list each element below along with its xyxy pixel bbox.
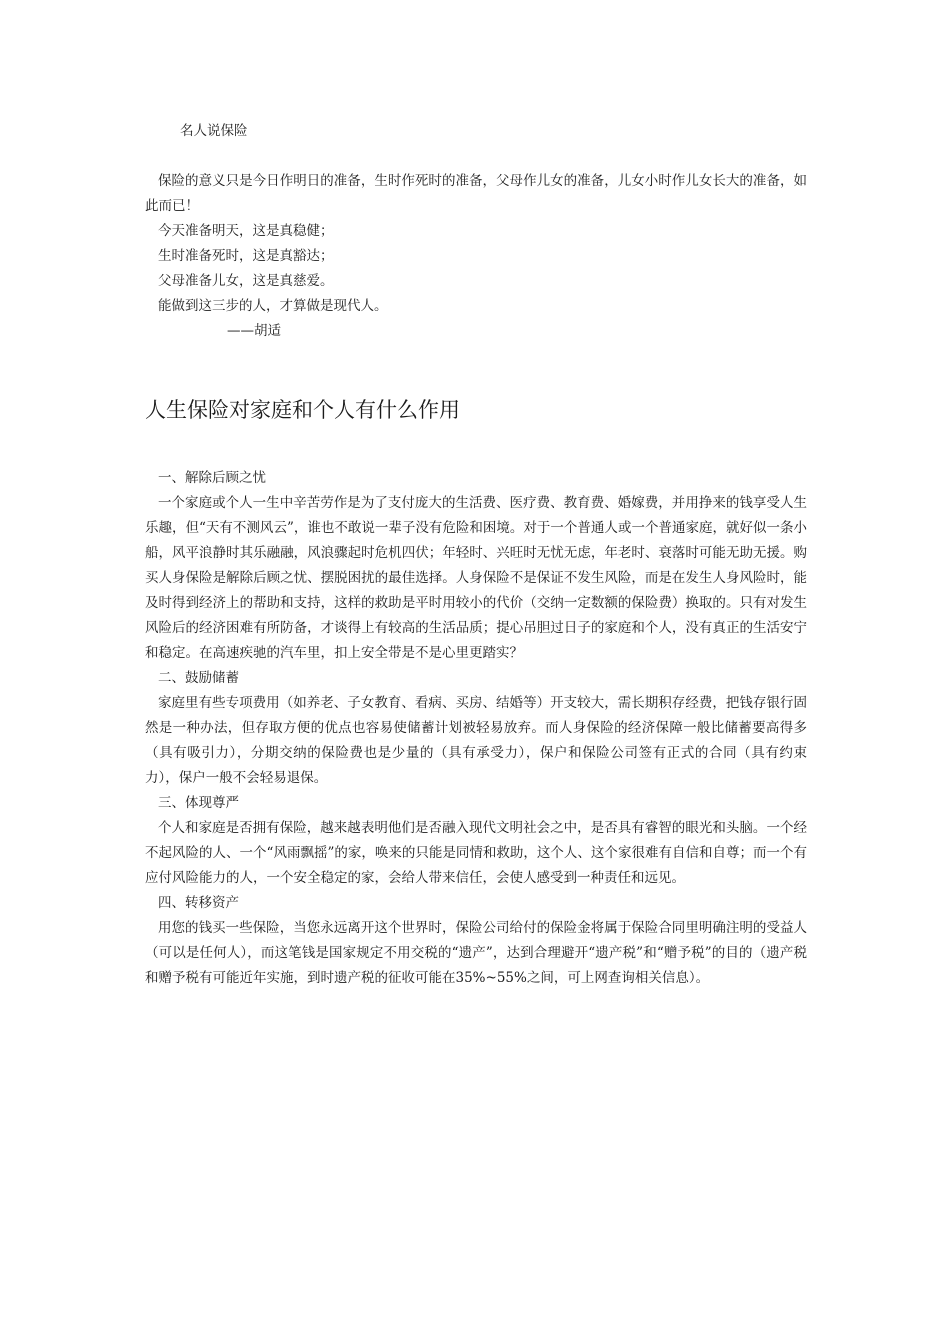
section-heading: 三、体现尊严 (158, 795, 239, 811)
article-body (145, 466, 807, 991)
section-paragraph: 个人和家庭是否拥有保险，越来越表明他们是否融入现代文明社会之中，是否具有睿智的眼光和头脑。一个经不起风险的人、一个“风雨飘摇”的家，唤来的只能是同情和救助，这个人、这个家很难有自信和自尊；而一个有应付风险能力的人，一个安全稳定的家，会给人带来信任，会使人感受到一种责任和远见。 (145, 820, 807, 886)
section-heading: 四、转移资产 (158, 895, 239, 911)
section-paragraph: 用您的钱买一些保险，当您永远离开这个世界时，保险公司给付的保险金将属于保险合同里明确注明的受益人（可以是任何人），而这笔钱是国家规定不用交税的“遗产”，达到合理避开“遗产税”和“赠予税”的目的（遗产税和赠予税有可能近年实施，到时遗产税的征收可能在35%~55%之间，可上网查询相关信息）。 (145, 920, 807, 986)
article-title: 人生保险对家庭和个人有什么作用 (145, 398, 460, 422)
section-heading: 二、鼓励储蓄 (158, 670, 239, 686)
quote-heading: 名人说保险 (180, 123, 248, 139)
quote-block (145, 169, 807, 344)
quote-author: ——胡适 (227, 323, 281, 339)
quote-line: 能做到这三步的人，才算做是现代人。 (158, 298, 388, 314)
section-paragraph: 家庭里有些专项费用（如养老、子女教育、看病、买房、结婚等）开支较大，需长期积存经费，把钱存银行固然是一种办法，但存取方便的优点也容易使储蓄计划被轻易放弃。而人身保险的经济保障一般比储蓄要高得多（具有吸引力），分期交纳的保险费也是少量的（具有承受力），保户和保险公司签有正式的合同（具有约束力），保户一般不会轻易退保。 (145, 695, 807, 786)
quote-line: 父母准备儿女，这是真慈爱。 (158, 273, 334, 289)
quote-paragraph: 保险的意义只是今日作明日的准备，生时作死时的准备，父母作儿女的准备，儿女小时作儿女长大的准备，如此而已！ (145, 173, 807, 214)
section-heading: 一、解除后顾之忧 (158, 470, 266, 486)
quote-line: 今天准备明天，这是真稳健； (158, 223, 334, 239)
quote-line: 生时准备死时，这是真豁达； (158, 248, 334, 264)
section-paragraph: 一个家庭或个人一生中辛苦劳作是为了支付庞大的生活费、医疗费、教育费、婚嫁费，并用挣来的钱享受人生乐趣，但“天有不测风云”，谁也不敢说一辈子没有危险和困境。对于一个普通人或一个普通家庭，就好似一条小船，风平浪静时其乐融融，风浪骤起时危机四伏；年轻时、兴旺时无忧无虑，年老时、衰落时可能无助无援。购买人身保险是解除后顾之忧、摆脱困扰的最佳选择。人身保险不是保证不发生风险，而是在发生人身风险时，能及时得到经济上的帮助和支持，这样的救助是平时用较小的代价（交纳一定数额的保险费）换取的。只有对发生风险后的经济困难有所防备，才谈得上有较高的生活品质；提心吊胆过日子的家庭和个人，没有真正的生活安宁和稳定。在高速疾驰的汽车里，扣上安全带是不是心里更踏实？ (145, 495, 807, 661)
